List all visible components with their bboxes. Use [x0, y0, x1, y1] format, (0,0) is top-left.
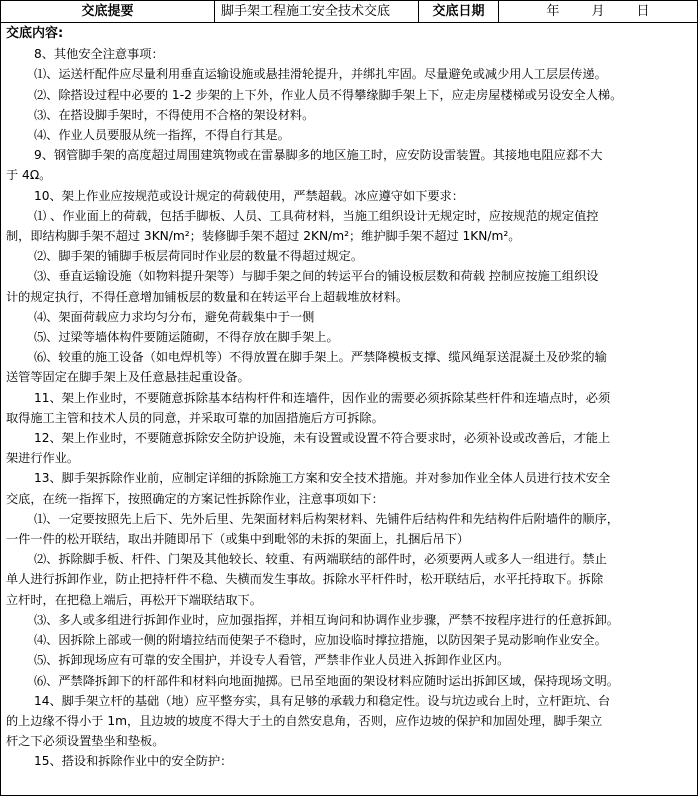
text-line: 制，即结构脚手架不超过 3KN/m²；装修脚手架不超过 2KN/m²；维护脚手架不超过 1KN/m²。	[6, 229, 521, 244]
text-line: 8、其他安全注意事项：	[34, 47, 164, 62]
header-row	[1, 1, 697, 23]
text-line: 送管等固定在脚手架上及任意悬挂起重设备。	[6, 370, 250, 385]
date-month: 月	[591, 3, 605, 19]
text-line: ⑸、拆卸现场应有可靠的安全围护，并设专人看管，严禁非作业人员进入拆卸作业区内。	[34, 653, 510, 668]
text-line: ⑷、作业人员要服从统一指挥，不得自行其是。	[34, 128, 290, 143]
text-line: 计的规定执行，不得任意增加铺板层的数量和在转运平台上超载堆放材料。	[6, 289, 409, 304]
header-label-summary: 交底提要	[1, 1, 215, 22]
text-line: 杆之下必须设置垫坐和垫板。	[6, 734, 165, 749]
text-line: ⑸、过梁等墙体构件要随运随砌，不得存放在脚手架上。	[34, 330, 339, 345]
text-line: ⑴、运送杆配件应尽量利用垂直运输设施或悬挂滑轮提升，并绑扎牢固。尽量避免或减少用人工层层传递。	[34, 67, 607, 82]
text-line: 架进行作业。	[6, 451, 80, 466]
text-line: 交底，在统一指挥下，按照确定的方案记性拆除作业，注意事项如下：	[6, 491, 384, 506]
text-line: ⑵、除搭设过程中必要的 1-2 步架的上下外，作业人员不得攀缘脚手架上下，应走房屋楼梯或另设安全人梯。	[34, 87, 623, 102]
date-day: 日	[636, 3, 650, 19]
text-line: 15、搭设和拆除作业中的安全防护：	[34, 754, 233, 769]
header-label-date: 交底日期	[419, 1, 499, 22]
text-line: 单人进行拆卸作业，防止把持杆件不稳、失横而发生事故。拆除水平杆件时，松开联结后，水平托持取下。拆除	[6, 572, 604, 587]
section-label: 交底内容:	[6, 26, 64, 41]
text-line: ⑵、脚手架的铺脚手板层荷同时作业层的数量不得超过规定。	[34, 249, 364, 264]
text-line: 取得施工主管和技术人员的同意，并采取可靠的加固措施后方可拆除。	[6, 410, 384, 425]
text-line: ⑶、多人或多组进行拆卸作业时，应加强指挥，并相互询问和协调作业步骤，严禁不按程序进行的任意拆卸。	[34, 612, 619, 627]
text-line: 的上边缘不得小于 1m，且边坡的坡度不得大于土的自然安息角，否则，应作边坡的保护和加固处理，脚手架立	[6, 713, 603, 728]
text-line: ⑶、在搭设脚手架时，不得使用不合格的架设材料。	[34, 107, 315, 122]
text-line: 14、脚手架立杆的基础（地）应平整夯实，具有足够的承载力和稳定性。设与坑边或台上时，立杆距坑、台	[34, 693, 611, 708]
text-line: ⑵、拆除脚手板、杆件、门架及其他较长、较重、有两端联结的部件时，必须要两人或多人一组进行。禁止	[34, 552, 607, 567]
text-line: 一件一件的松开联结，取出并随即吊下（或集中到毗邻的未拆的架面上，扎捆后吊下）	[6, 532, 470, 547]
text-line: 12、架上作业时，不要随意拆除安全防护设施，未有设置或设置不符合要求时，必须补设或改善后，才能上	[34, 431, 611, 446]
text-line: ⑹、较重的施工设备（如电焊机等）不得放置在脚手架上。严禁降模板支撑、缆风绳泵送混凝土及砂浆的输	[34, 350, 607, 365]
text-line: ⑹、严禁降拆卸下的杆部件和材料向地面抛掷。已吊至地面的架设材料应随时运出拆卸区域，保持现场文明。	[34, 673, 619, 688]
date-year: 年	[546, 3, 560, 19]
text-line: ⑷、架面荷载应力求均匀分布，避免荷载集中于一侧	[34, 309, 315, 324]
text-line: ⑴ 、作业面上的荷载，包括手脚板、人员、工具荷材料，当施工组织设计无规定时，应按规范的规定值控	[34, 208, 599, 223]
text-line: ⑶、垂直运输设施（如物料提升架等）与脚手架之间的转运平台的铺设板层数和荷载 控制应按施工组织设	[34, 269, 599, 284]
header-title: 脚手架工程施工安全技术交底	[215, 1, 419, 22]
text-line: 立杆时，在把稳上端后，再松开下端联结取下。	[6, 592, 262, 607]
text-line: 13、脚手架拆除作业前，应制定详细的拆除施工方案和安全技术措施。并对参加作业全体人员进行技术安全	[34, 471, 611, 486]
header-date-value	[499, 1, 697, 22]
text-line: ⑴、一定要按照先上后下、先外后里、先架面材料后构架材料、先铺件后结构件和先结构件后附墙件的顺序，	[34, 511, 619, 526]
text-line: 9、钢管脚手架的高度超过周围建筑物或在雷暴脚多的地区施工时，应安防设雷装置。其接地电阻应郄不大	[34, 148, 603, 163]
text-line: 于 4Ω。	[6, 168, 52, 183]
text-line: 11、架上作业时，不要随意拆除基本结构杆件和连墙件，因作业的需要必须拆除某些杆件和连墙点时，必须	[34, 390, 611, 405]
text-line: 10、架上作业应按规范或设计规定的荷载使用，严禁超载。冰应遵守如下要求：	[34, 188, 464, 203]
content-body	[1, 23, 697, 772]
text-line: ⑷、因拆除上部或一侧的附墙拉结而使架子不稳时，应加设临时撑拉措施，以防因架子晃动影响作业安全。	[34, 633, 607, 648]
